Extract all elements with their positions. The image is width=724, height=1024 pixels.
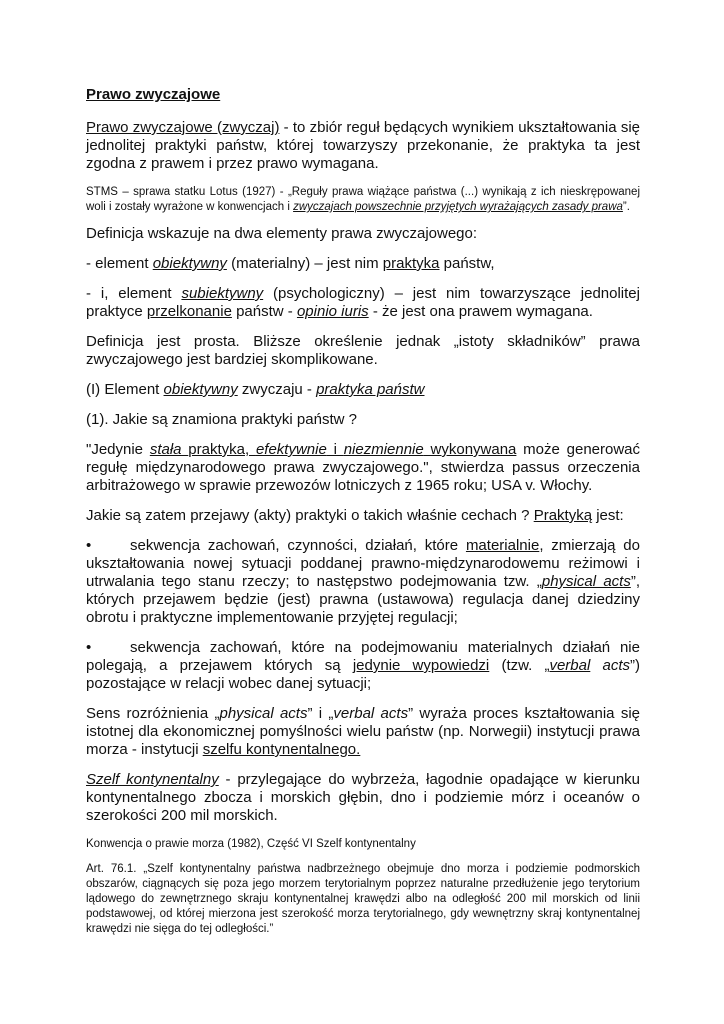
question-1: (1). Jakie są znamiona praktyki państw ? [86, 411, 357, 428]
section-heading-objective: (I) Element obiektywny zwyczaju - praktyka państw [86, 381, 425, 398]
physical-verbal-paragraph: Sens rozróżnienia „physical acts” i „verbal acts” wyraża proces kształtowania się istotnej dla ekonomicznej pomyślności wielu państw (np. Norwegii) instytucji prawa morza - instytucji szelfu kontynentalnego. [86, 705, 640, 758]
element-objective: - element obiektywny (materialny) – jest nim praktyka państw, [86, 255, 495, 272]
convention-reference: Konwencja o prawie morza (1982), Część VI Szelf kontynentalny [86, 838, 416, 850]
page-title: Prawo zwyczajowe [86, 86, 221, 103]
term-prawo-zwyczajowe: Prawo zwyczajowe (zwyczaj) [86, 119, 280, 136]
element-subjective: - i, element subiektywny (psychologiczny) – jest nim towarzyszące jednolitej praktyce przelkonanie państw - opinio iuris - że jest ona prawem wymagana. [86, 285, 640, 320]
stms-lotus-paragraph: STMS – sprawa statku Lotus (1927) - „Reguły prawa wiążące państwa (...) wynikają z ich nieskrępowanej woli i zostały wyrażone w konwencjach i zwyczajach powszechnie przyjętych wyrażających zasady prawa”. [86, 186, 640, 213]
definition-complexity: Definicja jest prosta. Bliższe określenie jednak „istoty składników” prawa zwyczajowego jest bardziej skomplikowane. [86, 333, 640, 368]
bullet-icon: • [86, 537, 92, 554]
definition-elements-intro: Definicja wskazuje na dwa elementy prawa zwyczajowego: [86, 225, 478, 242]
question-acts: Jakie są zatem przejawy (akty) praktyki o takich właśnie cechach ? Praktyką jest: [86, 507, 624, 524]
arbitration-quote: "Jedynie stała praktyka, efektywnie i niezmiennie wykonywana może generować regułę międzynarodowego prawa zwyczajowego.", stwierdza passus orzeczenia arbitrażowego w sprawie przewozów lotniczych z 1965 roku; USA v. Włochy. [86, 441, 641, 494]
continental-shelf-definition: Szelf kontynentalny - przylegające do wybrzeża, łagodnie opadające w kierunku kontynentalnego zbocza i morskich głębin, dno i podziemie mórz i oceanów o szerokości 200 mil morskich. [86, 771, 641, 824]
list-item: • sekwencja zachowań, które na podejmowaniu materialnych działań nie polegają, a przejawem których są jedynie wypowiedzi (tzw. „verbal acts”) pozostające w relacji wobec danej sytuacji; [86, 639, 641, 692]
list-item: • sekwencja zachowań, czynności, działań, które materialnie, zmierzają do ukształtowania nowej sytuacji poddanej prawno-międzynarodowemu reżimowi i utrwalania tego stanu rzeczy; to następstwo podejmowania tzw. „physical acts”, których przejawem będzie (jest) prawna (ustawowa) regulacja danej dziedziny obrotu i praktyczne implementowanie przyjętej regulacji; [86, 537, 640, 626]
definition-paragraph: Prawo zwyczajowe (zwyczaj) - to zbiór reguł będących wynikiem ukształtowania się jednolitej praktyki państw, której towarzyszy przekonanie, że praktyka ta jest zgodna z prawem i przez prawo wymagana. [86, 119, 640, 172]
article-76-quote: Art. 76.1. „Szelf kontynentalny państwa nadbrzeżnego obejmuje dno morza i podziemie podmorskich obszarów, ciągnących się poza jego morzem terytorialnym poprzez naturalne przedłużenie jego terytorium lądowego do zewnętrznego skraju kontynentalnej krawędzi albo na odległość 200 mil morskich od linii podstawowej, od której mierzona jest szerokość morza terytorialnego, gdy wewnętrzny skraj kontynentalnej krawędzi nie sięga do tej odległości.” [86, 863, 640, 935]
bullet-icon: • [86, 639, 92, 656]
